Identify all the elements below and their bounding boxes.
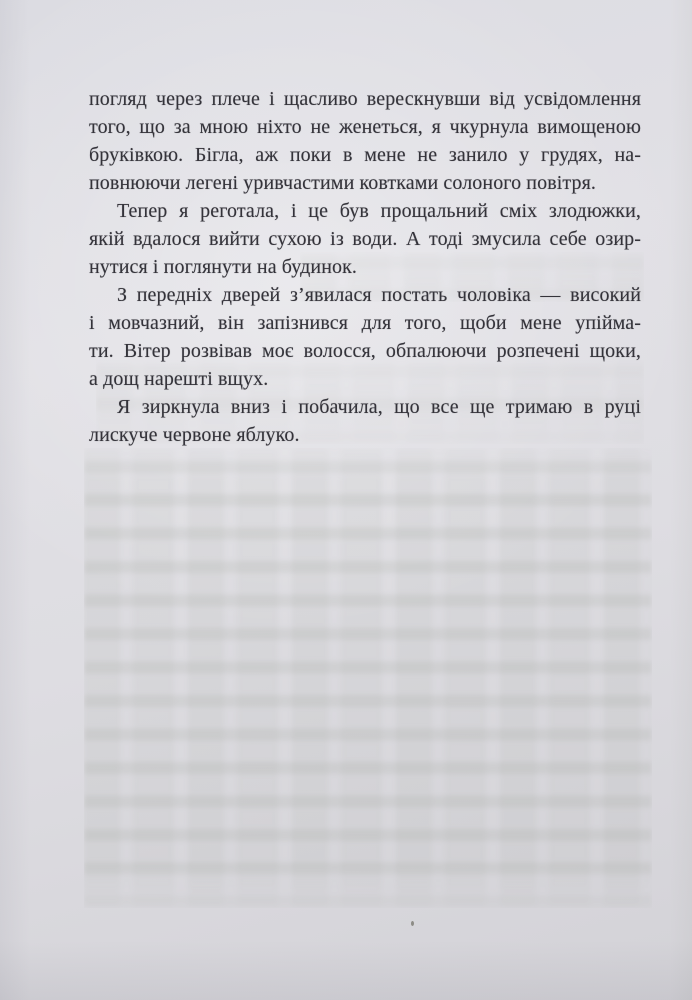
text-line: повнюючи легені уривчастими ковтками солоного повітря. (89, 172, 596, 194)
left-edge-shadow (0, 0, 30, 1000)
text-block (89, 85, 641, 449)
text-line: З передніх дверей з’явилася постать чоловіка — високий (117, 284, 641, 306)
text-line: нутися і поглянути на будинок. (89, 256, 358, 278)
text-line: а дощ нарешті вщух. (89, 368, 269, 390)
paragraph (89, 281, 641, 393)
text-line: Я зиркнула вниз і побачила, що все ще тримаю в руці (117, 396, 641, 418)
paragraph (89, 393, 641, 449)
text-line: того, що за мною ніхто не женеться, я чкурнула вимощеною (89, 116, 641, 138)
bottom-edge-shadow (0, 940, 692, 1000)
right-edge-shadow (670, 0, 692, 1000)
ink-speck (411, 921, 414, 926)
text-line: бруківкою. Бігла, аж поки в мене не занило у грудях, на- (89, 144, 641, 166)
text-line: ти. Вітер розвівав моє волосся, обпалюючи розпечені щоки, (89, 340, 641, 362)
text-line: погляд через плече і щасливо верескнувши від усвідомлення (89, 88, 641, 110)
text-line: лискуче червоне яблуко. (89, 424, 300, 446)
paragraph (89, 197, 641, 281)
paragraph (89, 85, 641, 197)
text-line: і мовчазний, він запізнився для того, щоби мене упійма- (89, 312, 641, 334)
text-line: Тепер я реготала, і це був прощальний сміх злодюжки, (117, 200, 641, 222)
bleedthrough-text-main (84, 448, 652, 908)
text-line: якій вдалося вийти сухою із води. А тоді змусила себе озир- (89, 228, 641, 250)
